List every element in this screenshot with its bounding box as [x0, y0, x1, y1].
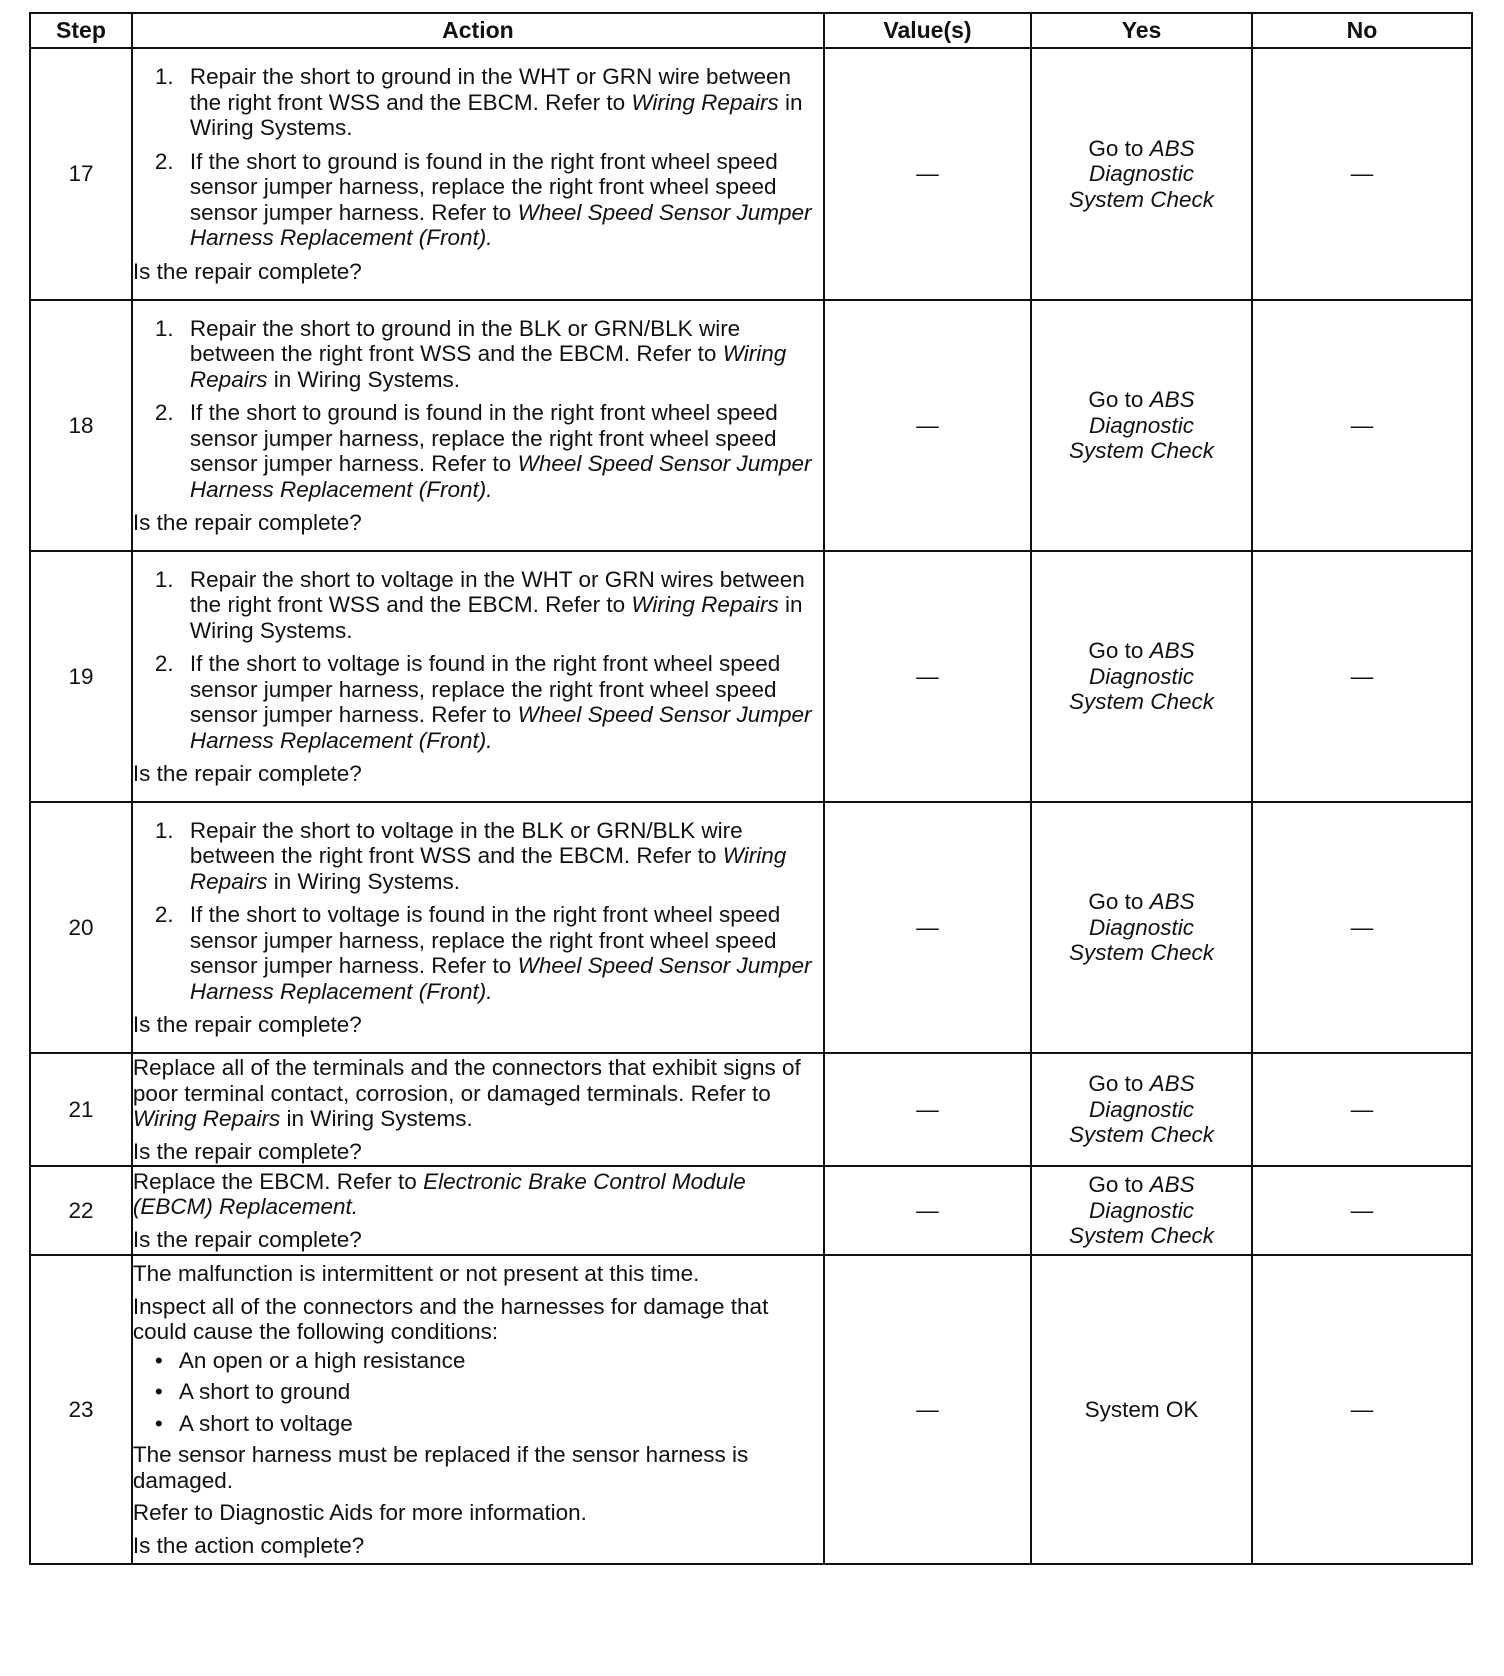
action-cell: [132, 551, 824, 802]
list-item: • A short to voltage: [133, 1411, 823, 1437]
action-step: 2. If the short to ground is found in the right front wheel speed sensor jumper harness, replace the right front wheel speed sensor jumper harness. Refer to Wheel Speed Sensor Jumper Harness Replacement (Front).: [154, 148, 812, 250]
value-cell: —: [824, 300, 1031, 551]
step-number: 19: [30, 551, 132, 802]
table-row: [30, 1166, 1472, 1255]
yes-cell: Go to ABS Diagnostic System Check: [1031, 48, 1252, 300]
no-cell: —: [1252, 300, 1472, 551]
yes-cell: Go to ABS Diagnostic System Check: [1031, 1053, 1252, 1166]
list-item: • An open or a high resistance: [133, 1348, 823, 1374]
action-cell: [132, 48, 824, 300]
table-row: [30, 48, 1472, 300]
action-cell: [132, 1053, 824, 1166]
no-cell: —: [1252, 48, 1472, 300]
step-number: 17: [30, 48, 132, 300]
step-number: 21: [30, 1053, 132, 1166]
table-row: [30, 802, 1472, 1053]
action-cell: [132, 300, 824, 551]
action-question: Is the action complete?: [132, 1532, 365, 1558]
table-row: [30, 300, 1472, 551]
action-step: 2. If the short to ground is found in the right front wheel speed sensor jumper harness, replace the right front wheel speed sensor jumper harness. Refer to Wheel Speed Sensor Jumper Harness Replacement (Front).: [154, 400, 812, 502]
action-text: Refer to Diagnostic Aids for more information.: [132, 1500, 587, 1525]
value-cell: —: [824, 802, 1031, 1053]
value-cell: —: [824, 1053, 1031, 1166]
list-item: • A short to ground: [133, 1379, 823, 1405]
action-text: The sensor harness must be replaced if the sensor harness is damaged.: [132, 1442, 749, 1493]
diagnostic-table: [29, 12, 1473, 1565]
yes-cell: Go to ABS Diagnostic System Check: [1031, 1166, 1252, 1255]
action-step: 1. Repair the short to voltage in the WHT or GRN wires between the right front WSS and the EBCM. Refer to Wiring Repairs in Wiring Systems.: [154, 566, 805, 643]
step-number: 20: [30, 802, 132, 1053]
action-cell: [132, 1255, 824, 1564]
action-question: Is the repair complete?: [132, 510, 362, 535]
no-cell: —: [1252, 802, 1472, 1053]
header-yes: Yes: [1031, 13, 1252, 48]
no-cell: —: [1252, 1053, 1472, 1166]
action-question: Is the repair complete?: [132, 258, 362, 284]
table-row: [30, 551, 1472, 802]
table-row: [30, 1255, 1472, 1564]
header-no: No: [1252, 13, 1472, 48]
action-step: 1. Repair the short to ground in the BLK or GRN/BLK wire between the right front WSS and the EBCM. Refer to Wiring Repairs in Wiring Systems.: [154, 315, 787, 392]
step-number: 18: [30, 300, 132, 551]
step-number: 23: [30, 1255, 132, 1564]
yes-cell: Go to ABS Diagnostic System Check: [1031, 802, 1252, 1053]
action-text: Inspect all of the connectors and the harnesses for damage that could cause the following conditions:: [132, 1293, 769, 1344]
action-question: Is the repair complete?: [132, 761, 362, 786]
header-action: Action: [132, 13, 824, 48]
action-question: Is the repair complete?: [132, 1226, 362, 1252]
action-step: 1. Repair the short to voltage in the BLK or GRN/BLK wire between the right front WSS and the EBCM. Refer to Wiring Repairs in Wiring Systems.: [154, 817, 787, 894]
yes-cell: Go to ABS Diagnostic System Check: [1031, 551, 1252, 802]
action-question: Is the repair complete?: [132, 1138, 362, 1164]
header-row: [30, 13, 1472, 48]
no-cell: —: [1252, 1255, 1472, 1564]
value-cell: —: [824, 1166, 1031, 1255]
action-cell: [132, 1166, 824, 1255]
table-row: [30, 1053, 1472, 1166]
action-step: 2. If the short to voltage is found in the right front wheel speed sensor jumper harness, replace the right front wheel speed sensor jumper harness. Refer to Wheel Speed Sensor Jumper Harness Replacement (Front).: [154, 651, 812, 753]
action-text: Replace all of the terminals and the connectors that exhibit signs of poor terminal contact, corrosion, or damaged terminals. Refer to Wiring Repairs in Wiring Systems.: [132, 1055, 801, 1131]
value-cell: —: [824, 551, 1031, 802]
value-cell: —: [824, 1255, 1031, 1564]
no-cell: —: [1252, 551, 1472, 802]
no-cell: —: [1252, 1166, 1472, 1255]
yes-cell: Go to ABS Diagnostic System Check: [1031, 300, 1252, 551]
value-cell: —: [824, 48, 1031, 300]
header-value: Value(s): [824, 13, 1031, 48]
step-number: 22: [30, 1166, 132, 1255]
action-step: 2. If the short to voltage is found in the right front wheel speed sensor jumper harness, replace the right front wheel speed sensor jumper harness. Refer to Wheel Speed Sensor Jumper Harness Replacement (Front).: [154, 902, 812, 1004]
action-text: Replace the EBCM. Refer to Electronic Brake Control Module (EBCM) Replacement.: [132, 1168, 746, 1220]
condition-list: [133, 1348, 823, 1437]
action-text: The malfunction is intermittent or not present at this time.: [132, 1261, 700, 1286]
action-cell: [132, 802, 824, 1053]
action-step: 1. Repair the short to ground in the WHT or GRN wire between the right front WSS and the EBCM. Refer to Wiring Repairs in Wiring Systems.: [154, 64, 803, 140]
action-question: Is the repair complete?: [132, 1012, 362, 1037]
header-step: Step: [30, 13, 132, 48]
yes-cell: System OK: [1031, 1255, 1252, 1564]
